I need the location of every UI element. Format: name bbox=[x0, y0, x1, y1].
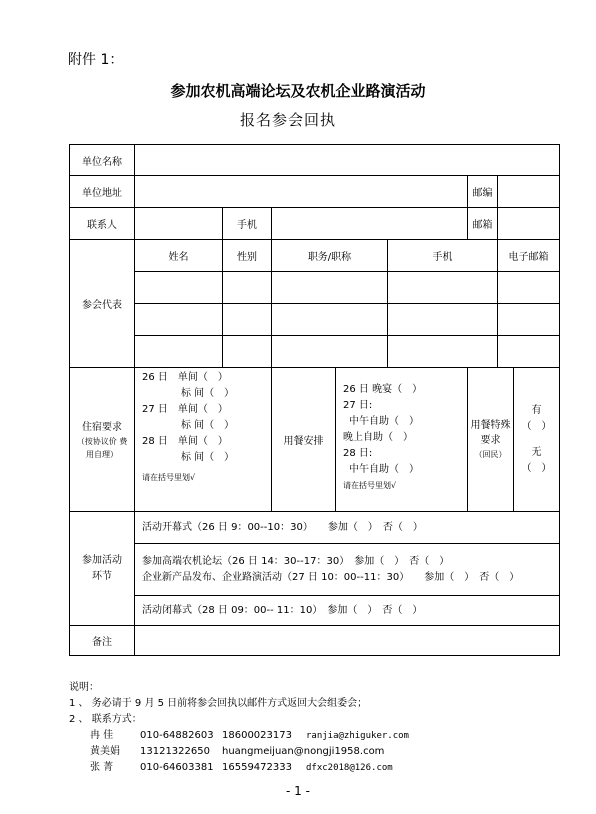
row-remarks bbox=[70, 626, 560, 656]
row-contact bbox=[70, 208, 560, 240]
lodging-line: 28 日 单间（ ） bbox=[142, 436, 228, 447]
lodging-line: 27 日 单间（ ） bbox=[142, 404, 228, 415]
activity-forum: 参加高端农机论坛（26 日 14：30--17：30） 参加（ ） 否（ ） bbox=[142, 555, 450, 567]
row-unit-address bbox=[70, 176, 560, 208]
contact-row: 张 菁 010-64603381 16559472333 dfxc2018@126.com bbox=[90, 762, 393, 773]
attachment-label: 附件 1： bbox=[68, 52, 124, 68]
meal-line: 中午自助（ ） bbox=[349, 464, 419, 475]
row-opening bbox=[70, 512, 560, 544]
delegate-name-field[interactable] bbox=[135, 336, 223, 368]
activity-closing[interactable]: 活动闭幕式（28 日 09：00-- 11：10） 参加（ ） 否（ ） bbox=[135, 596, 560, 626]
special-meal-no: 无 bbox=[531, 446, 542, 458]
document-title: 参加农机高端论坛及农机企业路演活动 bbox=[170, 82, 426, 100]
delegate-mobile-field[interactable] bbox=[388, 304, 498, 336]
delegate-mobile-field[interactable] bbox=[388, 272, 498, 304]
contact-phone-label: 手机 bbox=[223, 208, 272, 240]
col-name: 姓名 bbox=[135, 240, 223, 272]
lodging-label-cell bbox=[70, 368, 135, 512]
delegate-position-field[interactable] bbox=[272, 336, 388, 368]
delegate-gender-field[interactable] bbox=[223, 304, 272, 336]
special-meal-label-cell bbox=[468, 368, 514, 512]
unit-name-label: 单位名称 bbox=[70, 145, 135, 176]
delegate-name-field[interactable] bbox=[135, 304, 223, 336]
delegate-gender-field[interactable] bbox=[223, 336, 272, 368]
meal-line: 28 日: bbox=[343, 448, 373, 459]
delegate-row bbox=[70, 336, 560, 368]
delegate-position-field[interactable] bbox=[272, 304, 388, 336]
lodging-note: 请在括号里划√ bbox=[142, 473, 196, 482]
col-gender: 性别 bbox=[223, 240, 272, 272]
meal-note: 请在括号里划√ bbox=[343, 481, 397, 490]
email-field[interactable] bbox=[498, 208, 560, 240]
activity-forum-roadshow[interactable] bbox=[135, 544, 560, 596]
lodging-line: 标 间（ ） bbox=[181, 452, 235, 463]
unit-address-label: 单位地址 bbox=[70, 176, 135, 208]
activities-label: 参加活动环节 bbox=[70, 512, 135, 626]
contact-field[interactable] bbox=[135, 208, 223, 240]
special-meal-label: 用餐特殊要求 bbox=[470, 420, 511, 446]
remarks-label: 备注 bbox=[70, 626, 135, 656]
contact-row: 黄美娟 13121322650 huangmeijuan@nongji1958.com bbox=[90, 746, 385, 757]
row-lodging-meal bbox=[70, 368, 560, 512]
notes-item-1: 1 、 务必请于 9 月 5 日前将参会回执以邮件方式返回大会组委会； bbox=[69, 698, 368, 709]
delegate-row bbox=[70, 304, 560, 336]
meal-label: 用餐安排 bbox=[272, 368, 336, 512]
special-meal-options[interactable] bbox=[514, 368, 560, 512]
delegate-email-field[interactable] bbox=[498, 336, 560, 368]
contact-phone-field[interactable] bbox=[272, 208, 468, 240]
meal-options[interactable] bbox=[336, 368, 468, 512]
meal-line: 27 日: bbox=[343, 400, 373, 411]
registration-form bbox=[69, 144, 560, 656]
document-subtitle: 报名参会回执 bbox=[239, 111, 336, 129]
lodging-sub: （按协议价 费用自理） bbox=[76, 437, 128, 459]
page-number: - 1 - bbox=[286, 784, 310, 798]
notes-heading: 说明： bbox=[69, 682, 99, 693]
lodging-label: 住宿要求 bbox=[82, 422, 122, 433]
row-forum bbox=[70, 544, 560, 596]
delegate-row bbox=[70, 272, 560, 304]
email-label: 邮箱 bbox=[468, 208, 498, 240]
delegate-position-field[interactable] bbox=[272, 272, 388, 304]
postcode-label: 邮编 bbox=[468, 176, 498, 208]
delegate-gender-field[interactable] bbox=[223, 272, 272, 304]
unit-address-field[interactable] bbox=[135, 176, 468, 208]
lodging-options[interactable] bbox=[135, 368, 272, 512]
delegate-name-field[interactable] bbox=[135, 272, 223, 304]
contact-label: 联系人 bbox=[70, 208, 135, 240]
special-meal-yes: 有 bbox=[531, 404, 542, 416]
delegate-mobile-field[interactable] bbox=[388, 336, 498, 368]
lodging-line: 26 日 单间（ ） bbox=[142, 372, 228, 383]
row-closing bbox=[70, 596, 560, 626]
meal-line: 中午自助（ ） bbox=[349, 416, 419, 427]
activity-roadshow: 企业新产品发布、企业路演活动（27 日 10：00--11：30） 参加（ ） 否（ ） bbox=[142, 571, 520, 583]
special-meal-sub: （回民） bbox=[474, 450, 507, 459]
col-email: 电子邮箱 bbox=[498, 240, 560, 272]
delegate-email-field[interactable] bbox=[498, 272, 560, 304]
postcode-field[interactable] bbox=[498, 176, 560, 208]
row-unit-name bbox=[70, 145, 560, 176]
col-mobile: 手机 bbox=[388, 240, 498, 272]
row-delegate-header bbox=[70, 240, 560, 272]
col-position: 职务/职称 bbox=[272, 240, 388, 272]
remarks-field[interactable] bbox=[135, 626, 560, 656]
delegate-email-field[interactable] bbox=[498, 304, 560, 336]
unit-name-field[interactable] bbox=[135, 145, 560, 176]
special-meal-yes-box: （ ） bbox=[521, 420, 552, 432]
contact-row: 冉 佳 010-64882603 18600023173 ranjia@zhiguker.com bbox=[90, 730, 409, 741]
special-meal-no-box: （ ） bbox=[521, 462, 552, 474]
meal-line: 26 日 晚宴（ ） bbox=[343, 384, 423, 395]
lodging-line: 标 间（ ） bbox=[181, 420, 235, 431]
activity-opening[interactable]: 活动开幕式（26 日 9：00--10：30） 参加（ ） 否（ ） bbox=[135, 512, 560, 544]
meal-line: 晚上自助（ ） bbox=[343, 432, 413, 443]
notes-item-2: 2 、 联系方式： bbox=[69, 714, 142, 725]
delegates-label: 参会代表 bbox=[70, 240, 135, 368]
lodging-line: 标 间（ ） bbox=[181, 388, 235, 399]
notes-section bbox=[69, 680, 409, 776]
